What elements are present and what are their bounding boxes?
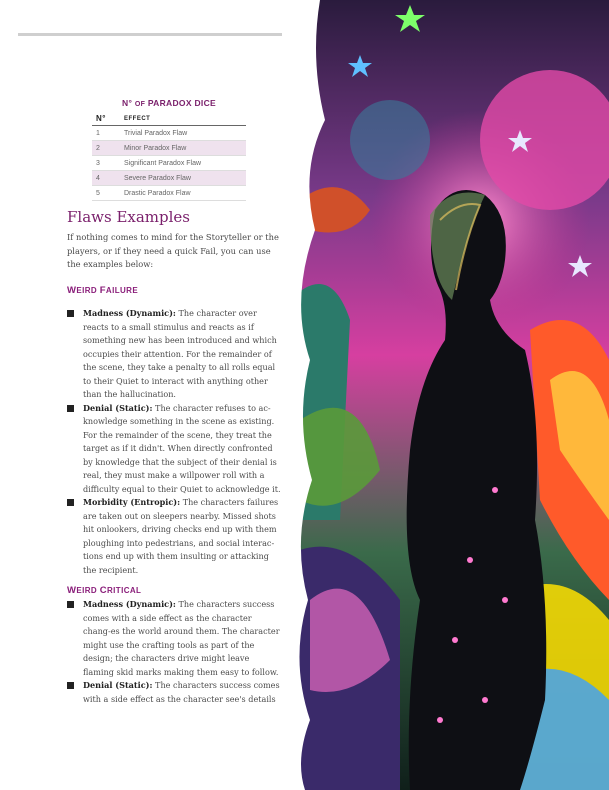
paradox-dice-table	[92, 98, 246, 201]
item-text: The characters success comes with a side effect as the character chang-es the world around them. The character might use the crafting tools as part of the design; the characters drive might leave flaming skid marks making them easy to follow.	[83, 599, 280, 677]
list-item	[67, 402, 281, 497]
cell-number: 1	[92, 126, 120, 141]
square-bullet-icon	[67, 310, 74, 317]
weird-failure-heading	[67, 285, 138, 296]
item-text: The characters success comes with a side effect as the character see's details	[83, 680, 280, 704]
table-title-small: OF	[134, 101, 146, 108]
cell-effect: Significant Paradox Flaw	[120, 156, 246, 171]
cell-number: 5	[92, 186, 120, 201]
square-bullet-icon	[67, 682, 74, 689]
cell-number: 4	[92, 171, 120, 186]
heading-cap: F	[99, 285, 106, 296]
heading-rest: EIRD	[76, 586, 100, 595]
heading-cap: W	[67, 585, 77, 596]
section-title: Flaws Examples	[67, 208, 191, 226]
weird-failure-list	[67, 307, 281, 577]
woman-in-psychedelic-landscape-illustration	[280, 0, 609, 790]
weird-critical-list	[67, 598, 281, 706]
intro-paragraph: If nothing comes to mind for the Storyteller or the players, or if they need a quick Fail, you can use the examples below:	[67, 232, 279, 269]
cell-effect: Drastic Paradox Flaw	[120, 186, 246, 201]
table-title-rest: PARADOX DICE	[147, 98, 216, 108]
table-row	[92, 171, 246, 186]
cell-effect: Minor Paradox Flaw	[120, 141, 246, 156]
table-row	[92, 156, 246, 171]
weird-critical-heading	[67, 585, 141, 596]
table-title	[92, 98, 246, 108]
table-title-prefix: N°	[122, 98, 133, 108]
table-row	[92, 126, 246, 141]
header-number: N°	[92, 112, 120, 126]
item-text: The character over reacts to a small stimulus and reacts as if something new has been introduced and which occupies their attention. For the remainder of the scene, they take a penalty to all rolls equal to their Quiet to interact with anything other than the hallucination.	[83, 308, 277, 399]
list-item	[67, 307, 281, 402]
item-term: Denial (Static):	[83, 402, 153, 413]
heading-cap: C	[99, 585, 107, 596]
table-row	[92, 141, 246, 156]
cell-number: 3	[92, 156, 120, 171]
cell-number: 2	[92, 141, 120, 156]
table-header-row	[92, 112, 246, 126]
heading-rest: EIRD	[76, 286, 100, 295]
table-row	[92, 186, 246, 201]
heading-rest: AILURE	[105, 286, 139, 295]
list-item	[67, 598, 281, 679]
header-effect: EFFECT	[120, 112, 246, 126]
heading-cap: W	[67, 285, 77, 296]
cell-effect: Trivial Paradox Flaw	[120, 126, 246, 141]
list-item	[67, 679, 281, 706]
table	[92, 112, 246, 201]
item-term: Madness (Dynamic):	[83, 308, 176, 318]
square-bullet-icon	[67, 405, 74, 412]
header-rule	[18, 33, 282, 36]
item-text: The character refuses to ac-knowledge something in the scene as existing. For the remainder of the scene, they treat the target as if it didn't. When directly confronted by knowledge that the subject of their denial is real, they must make a willpower roll with a difficulty equal to their Quiet to acknowledge it.	[83, 402, 281, 494]
heading-rest: RITICAL	[106, 586, 142, 595]
item-term: Morbidity (Entropic):	[83, 497, 181, 507]
square-bullet-icon	[67, 601, 74, 608]
cover-artwork	[280, 0, 609, 790]
square-bullet-icon	[67, 499, 74, 506]
cell-effect: Severe Paradox Flaw	[120, 171, 246, 186]
item-text: The characters failures are taken out on sleepers nearby. Missed shots hit onlookers, driving checks end up with them ploughing into pedestrians, and social interac-tions end up with them insulting or attacking the recipient.	[83, 497, 279, 575]
item-term: Madness (Dynamic):	[83, 599, 176, 609]
item-term: Denial (Static):	[83, 680, 153, 690]
list-item	[67, 496, 281, 577]
